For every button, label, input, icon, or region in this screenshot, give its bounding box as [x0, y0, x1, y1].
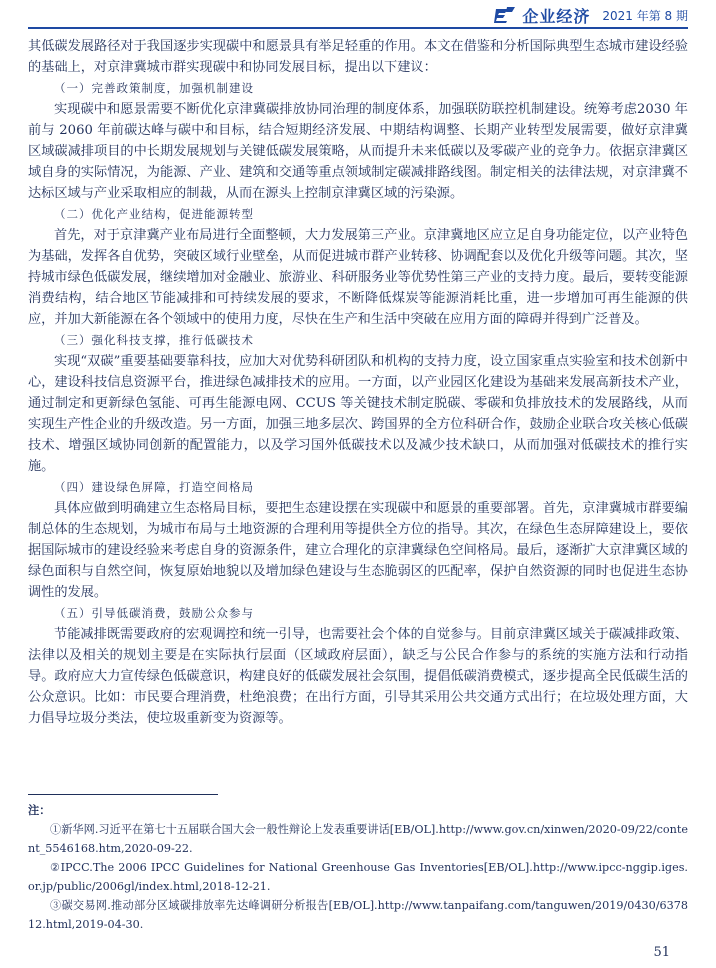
journal-name: 企业经济 [522, 6, 591, 26]
section-paragraph-2: 首先，对于京津冀产业布局进行全面整顿，大力发展第三产业。京津冀地区应立足自身功能定位，以产业特色为基础，发挥各自优势，突破区域行业壁垒，从而促进城市群产业转移、协调配套以及优化升级等问题。其次，坚持城市绿色低碳发展，继续增加对金融业、旅游业、科研服务业等优势性第三产业的支持力度。最后，要转变能源消费结构，结合地区节能减排和可持续发展的要求，不断降低煤炭等能源消耗比重，进一步增加可再生能源的供应，并加大新能源在各个领域中的使用力度，尽快在生产和生活中突破在应用方面的障碍并得到广泛普及。 [28, 228, 688, 327]
header-rule [28, 27, 688, 29]
footnote-item: ③碳交易网.推动部分区域碳排放率先达峰调研分析报告[EB/OL].http://www.tanpaifang.com/tanguwen/2019/0430/637812.html,2019-04-30. [28, 899, 688, 931]
intro-paragraph: 其低碳发展路径对于我国逐步实现碳中和愿景具有举足轻重的作用。本文在借鉴和分析国际典型生态城市建设经验的基础上，对京津冀城市群实现碳中和协同发展目标，提出以下建议： [28, 39, 688, 75]
page-header [0, 0, 716, 30]
journal-logo-icon [494, 6, 516, 24]
footnote-divider [28, 794, 218, 795]
issue-label: 2021 年第 8 期 [602, 8, 688, 23]
section-paragraph-5: 节能减排既需要政府的宏观调控和统一引导，也需要社会个体的自觉参与。目前京津冀区域关于碳减排政策、法律以及相关的规划主要是在实际执行层面（区域政府层面），缺乏与公民合作参与的系统的实施方法和行动指导。政府应大力宣传绿色低碳意识，构建良好的低碳发展社会氛围，提倡低碳消费模式，逐步提高全民低碳生活的公众意识。比如：市民要合理消费，杜绝浪费；在出行方面，引导其采用公共交通方式出行；在垃圾处理方面，大力倡导垃圾分类法，使垃圾重新变为资源等。 [28, 627, 688, 726]
section-paragraph-1: 实现碳中和愿景需要不断优化京津冀碳排放协同治理的制度体系，加强联防联控机制建设。统筹考虑2030 年前与 2060 年前碳达峰与碳中和目标，结合短期经济发展、中期结构调整、长期产业转型发展需要，做好京津冀区域碳减排项目的中长期发展规划与关键低碳发展策略，从而提升未来低碳以及零碳产业的竞争力。依据京津冀区域自身的实际情况，为能源、产业、建筑和交通等重点领域制定碳减排路线图。制定相关的法律法规，对京津冀不达标区域与产业采取相应的制裁，从而在源头上控制京津冀区域的污染源。 [28, 102, 688, 201]
page-number: 51 [653, 945, 670, 960]
section-heading-4: （四）建设绿色屏障，打造空间格局 [54, 480, 254, 494]
section-heading-5: （五）引导低碳消费，鼓励公众参与 [54, 606, 254, 620]
section-heading-2: （二）优化产业结构，促进能源转型 [54, 207, 254, 221]
footnote-item: ①新华网.习近平在第七十五届联合国大会一般性辩论上发表重要讲话[EB/OL].http://www.gov.cn/xinwen/2020-09/22/content_5546168.htm,2020-09-22. [28, 823, 688, 855]
section-paragraph-4: 具体应做到明确建立生态格局目标，要把生态建设摆在实现碳中和愿景的重要部署。首先，京津冀城市群要编制总体的生态规划，为城市布局与土地资源的合理利用等提供全方位的指导。其次，在绿色生态屏障建设上，要依据国际城市的建设经验来考虑自身的资源条件，建立合理化的京津冀绿色空间格局。最后，逐渐扩大京津冀区域的绿色面积与自然空间，恢复原始地貌以及增加绿色建设与生态脆弱区的匹配率，保护自然资源的同时也促进生态协调性的发展。 [28, 501, 688, 600]
footnote-label: 注： [28, 803, 51, 817]
section-heading-3: （三）强化科技支撑，推行低碳技术 [54, 333, 254, 347]
journal-brand [494, 4, 688, 26]
section-heading-1: （一）完善政策制度，加强机制建设 [54, 81, 254, 95]
footnotes [28, 801, 688, 934]
section-paragraph-3: 实现“双碳”重要基础要靠科技，应加大对优势科研团队和机构的支持力度，设立国家重点实验室和技术创新中心，建设科技信息资源平台，推进绿色减排技术的应用。一方面，以产业园区化建设为基础来发展高新技术产业，通过制定和更新绿色氢能、可再生能源电网、CCUS 等关键技术制定脱碳、零碳和负排放技术的发展路线，从而实现生产性企业的升级改造。另一方面，加强三地多层次、跨国界的全方位科研合作，鼓励企业联合攻关核心低碳技术、增强区域协同创新的配置能力，以及学习国外低碳技术以及减少技术缺口，从而加强对低碳技术的推行实施。 [28, 354, 688, 474]
footnote-item: ②IPCC.The 2006 IPCC Guidelines for National Greenhouse Gas Inventories[EB/OL].http://www.ipcc-nggip.iges.or.jp/public/2006gl/index.html,2018-12-21. [28, 861, 688, 893]
article-body [28, 36, 688, 729]
